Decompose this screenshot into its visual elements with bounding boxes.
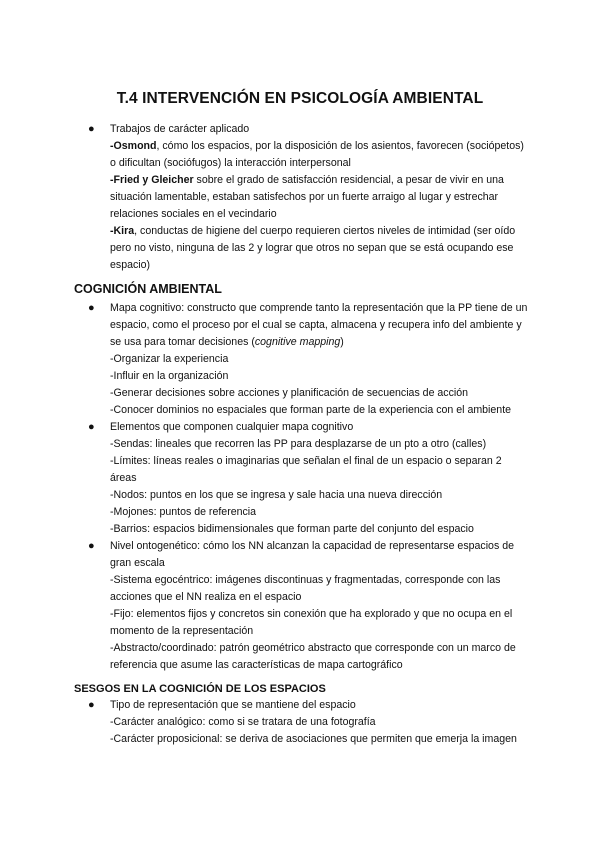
osmond-paragraph <box>110 138 530 172</box>
osmond-text: , cómo los espacios, por la disposición de los asientos, favorecen (sociópetos) o dificultan (sociófugos) la interacción interpersonal <box>110 140 524 169</box>
bullet-icon: ● <box>88 302 95 314</box>
elementos-heading: Elementos que componen cualquier mapa cognitivo <box>110 421 354 433</box>
list-item: -Conocer dominios no espaciales que forman parte de la experiencia con el ambiente <box>110 404 512 416</box>
nivel-heading: Nivel ontogenético: cómo los NN alcanzan la capacidad de representarse espacios de gran escala <box>110 540 514 569</box>
list-item: -Organizar la experiencia <box>110 353 229 365</box>
elementos-list <box>88 419 530 538</box>
mapa-text-end: ) <box>340 336 344 348</box>
list-item: -Sendas: lineales que recorren las PP para desplazarse de un pto a otro (calles) <box>110 438 487 450</box>
fried-text: sobre el grado de satisfacción residencial, a pesar de vivir en una situación lamentable, estaban satisfechos por un fuerte arraigo al lugar y estrechar relaciones sociales en el vecindario <box>110 174 504 220</box>
bullet-icon: ● <box>88 123 95 135</box>
tipo-list <box>88 697 530 748</box>
list-item: -Límites: líneas reales o imaginarias que señalan el final de un espacio o separan 2 áreas <box>110 455 502 484</box>
fried-name: -Fried y Gleicher <box>110 174 194 186</box>
kira-text: , conductas de higiene del cuerpo requieren ciertos niveles de intimidad (ser oído pero no visto, ninguna de las 2 y lograr que otros no sepan que se está ocupando ese espacio) <box>110 225 516 271</box>
list-item: -Mojones: puntos de referencia <box>110 506 257 518</box>
bullet-icon: ● <box>88 540 95 552</box>
bullet-icon: ● <box>88 421 95 433</box>
nivel-list <box>88 538 530 674</box>
section-title-cognition: COGNICIÓN AMBIENTAL <box>74 282 222 296</box>
list-item: -Generar decisiones sobre acciones y planificación de secuencias de acción <box>110 387 469 399</box>
fried-paragraph <box>110 172 530 223</box>
section-title-biases: SESGOS EN LA COGNICIÓN DE LOS ESPACIOS <box>74 683 326 695</box>
mapa-italic: cognitive mapping <box>254 336 341 348</box>
kira-name: -Kira <box>110 225 135 237</box>
osmond-name: -Osmond <box>110 140 157 152</box>
list-item: -Carácter analógico: como si se tratara de una fotografía <box>110 716 376 728</box>
list-item: -Sistema egocéntrico: imágenes discontinuas y fragmentadas, corresponde con las acciones que el NN realiza en el espacio <box>110 574 501 603</box>
list-item: -Barrios: espacios bidimensionales que forman parte del conjunto del espacio <box>110 523 474 535</box>
list-item: -Abstracto/coordinado: patrón geométrico abstracto que corresponde con un marco de referencia que asume las características de mapa cartográfico <box>110 642 516 671</box>
mapa-text: Mapa cognitivo: constructo que comprende tanto la representación que la PP tiene de un espacio, como el proceso por el cual se capta, almacena y recupera info del ambiente y se usa para tomar decisiones ( <box>110 302 528 348</box>
bullet-icon: ● <box>88 699 95 711</box>
list-item: -Influir en la organización <box>110 370 229 382</box>
applied-works-list <box>88 121 530 274</box>
mapa-definition <box>110 300 530 351</box>
tipo-heading: Tipo de representación que se mantiene del espacio <box>110 699 356 711</box>
applied-heading: Trabajos de carácter aplicado <box>110 123 250 135</box>
kira-paragraph <box>110 223 530 274</box>
page-title: T.4 INTERVENCIÓN EN PSICOLOGÍA AMBIENTAL <box>116 90 484 107</box>
list-item: -Fijo: elementos fijos y concretos sin conexión que ha explorado y que no ocupa en el momento de la representación <box>110 608 513 637</box>
list-item: -Nodos: puntos en los que se ingresa y sale hacia una nueva dirección <box>110 489 443 501</box>
mapa-cognitivo-list <box>88 300 530 419</box>
list-item: -Carácter proposicional: se deriva de asociaciones que permiten que emerja la imagen <box>110 733 517 745</box>
